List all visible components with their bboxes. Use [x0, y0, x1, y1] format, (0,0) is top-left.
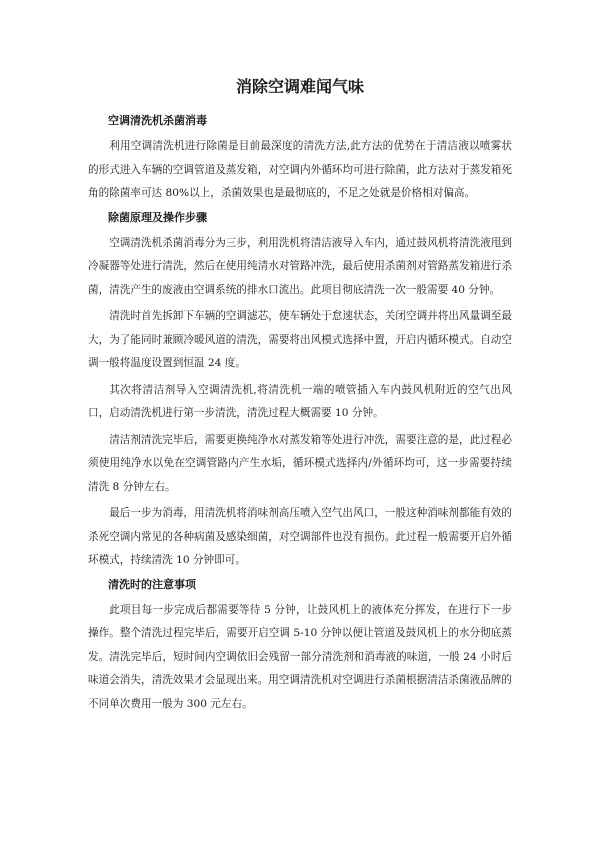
paragraph: 清洁剂清洗完毕后，需要更换纯净水对蒸发箱等处进行冲洗，需要注意的是，此过程必须使用纯净水以免在空调管路内产生水垢，循环模式选择内/外循环均可，这一步需要持续清洗 8 分钟左右。	[88, 433, 512, 493]
paragraph: 清洗时首先拆卸下车辆的空调滤芯，使车辆处于怠速状态，关闭空调并将出风量调至最大，为了能同时兼顾冷暖风道的清洗，需要将出风模式选择中置，开启内循环模式。自动空调一般将温度设置到恒温 24 度。	[88, 310, 512, 369]
paragraph: 利用空调清洗机进行除菌是目前最深度的清洗方法,此方法的优势在于清洁液以喷雾状的形式进入车辆的空调管道及蒸发箱，对空调内外循环均可进行除菌，此方法对于蒸发箱死角的除菌率可达 80%以上，杀菌效果也是最彻底的，不足之处就是价格相对偏高。	[88, 140, 512, 199]
paragraph: 其次将清洁剂导入空调清洗机,将清洗机一端的喷管插入车内鼓风机附近的空气出风口，启动清洗机进行第一步清洗，清洗过程大概需要 10 分钟。	[88, 383, 512, 419]
section-heading: 空调清洗机杀菌消毒	[108, 114, 207, 127]
section-heading: 除菌原理及操作步骤	[108, 210, 207, 224]
section-heading: 清洗时的注意事项	[108, 577, 196, 591]
paragraph: 此项目每一步完成后都需要等待 5 分钟，让鼓风机上的液体充分挥发，在进行下一步操作。整个清洗过程完毕后，需要开启空调 5-10 分钟以便让管道及鼓风机上的水分彻底蒸发。清洗完毕后，短时间内空调依旧会残留一部分清洗剂和消毒液的味道，一般 24 小时后味道会消失，清洗效果才会显现出来。用空调清洗机对空调进行杀菌根据清洁杀菌液品牌的不同单次费用一般为 300 元左右。	[88, 603, 512, 710]
section-principle-steps	[88, 209, 512, 573]
section-sterilization	[88, 112, 512, 206]
document-title: 消除空调难闻气味	[235, 77, 364, 96]
section-precautions	[88, 576, 512, 717]
paragraph: 空调清洗机杀菌消毒分为三步，利用洗机将清洁液导入车内，通过鼓风机将清洗液甩到冷凝器等处进行清洗，然后在使用纯清水对管路冲洗，最后使用杀菌剂对管路蒸发箱进行杀菌，清洗产生的废液由空调系统的排水口流出。此项目彻底清洗一次一般需要 40 分钟。	[88, 236, 512, 296]
paragraph: 最后一步为消毒，用清洗机将消味剂高压喷入空气出风口，一般这种消味剂都能有效的杀死空调内常见的各种病菌及感染细菌，对空调部件也没有损伤。此过程一般需要开启外循环模式，持续清洗 10 分钟即可。	[88, 507, 512, 566]
